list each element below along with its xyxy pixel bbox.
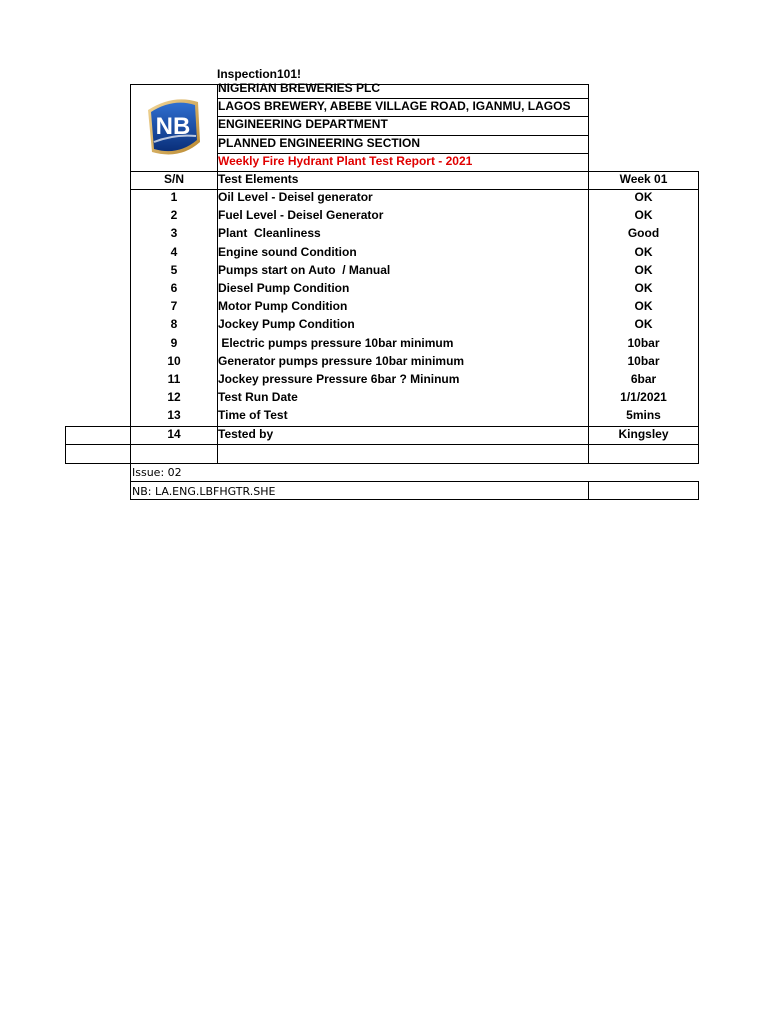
header-sn: S/N [163,172,184,186]
row-week-value: OK [634,245,653,259]
row-week-value: 10bar [627,354,660,368]
company-name: NIGERIAN BREWERIES PLC [218,81,381,95]
row-week-value: Kingsley [618,427,669,441]
row-test-element: Generator pumps pressure 10bar minimum [218,354,465,368]
row-test-element: Jockey Pump Condition [218,317,355,331]
row-test-element: Pumps start on Auto / Manual [218,263,391,277]
row-test-element: Fuel Level - Deisel Generator [218,208,384,222]
row-sn: 14 [167,427,181,441]
row-sn: 5 [170,263,178,277]
issue-number: Issue: 02 [132,466,182,479]
row-week-value: 1/1/2021 [620,390,667,404]
sheet-title: Inspection101! [217,67,302,81]
footer-ref-right-border [698,481,699,500]
nb-logo-icon [140,90,206,166]
company-address: LAGOS BREWERY, ABEBE VILLAGE ROAD, IGANMU, LAGOS [218,99,571,113]
row-sn: 11 [167,372,181,386]
row-test-element: Test Run Date [218,390,298,404]
nb-logo [140,90,206,166]
header-week: Week 01 [619,172,668,186]
header-test-elements: Test Elements [218,172,299,186]
row-sn: 9 [170,336,178,350]
row-test-element: Engine sound Condition [218,245,357,259]
row-sn: 1 [170,190,178,204]
row-sn: 13 [167,408,181,422]
svg-text:NB: NB [155,113,191,140]
footer-ref-top-border [130,481,699,482]
row-sn: 2 [170,208,178,222]
row-week-value: OK [634,190,653,204]
row-week-value: OK [634,281,653,295]
row-sn: 4 [170,245,178,259]
section-name: PLANNED ENGINEERING SECTION [218,136,421,150]
row-week-value: OK [634,208,653,222]
row-week-value: OK [634,317,653,331]
footer-ref-divider [588,481,589,500]
row-sn: 10 [167,354,181,368]
row-week-value: OK [634,263,653,277]
row-sn: 12 [167,390,181,404]
row-week-value: 5mins [626,408,661,422]
row-test-element: Diesel Pump Condition [218,281,350,295]
row-14-bottom-border [65,444,699,445]
extended-left-border [65,426,66,464]
row-week-value: OK [634,299,653,313]
report-title: Weekly Fire Hydrant Plant Test Report - 2021 [218,154,473,168]
row-sn: 6 [170,281,178,295]
row-week-value: Good [627,226,660,240]
row-sn: 8 [170,317,178,331]
row-test-element: Plant Cleanliness [218,226,321,240]
row-test-element: Electric pumps pressure 10bar minimum [218,336,454,350]
row-test-element: Tested by [218,427,274,441]
row-week-value: 10bar [627,336,660,350]
row-test-element: Oil Level - Deisel generator [218,190,373,204]
row-14-top-border [65,426,699,427]
row-week-value: 6bar [630,372,657,386]
document-reference: NB: LA.ENG.LBFHGTR.SHE [132,485,276,498]
row-test-element: Jockey pressure Pressure 6bar ? Mininum [218,372,460,386]
row-test-element: Time of Test [218,408,288,422]
department-name: ENGINEERING DEPARTMENT [218,117,388,131]
row-test-element: Motor Pump Condition [218,299,348,313]
table-right-border [698,171,699,464]
row-sn: 7 [170,299,178,313]
row-sn: 3 [170,226,178,240]
